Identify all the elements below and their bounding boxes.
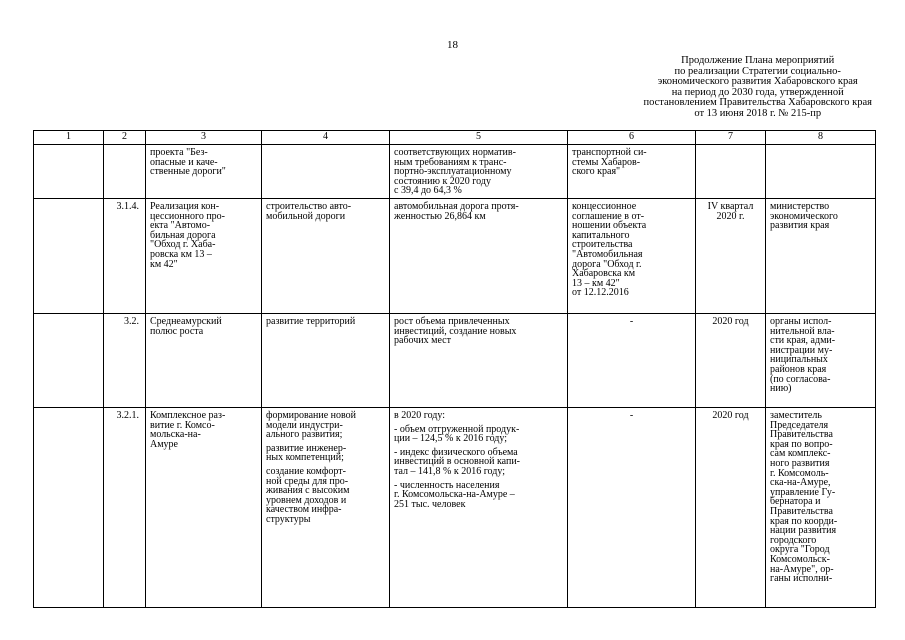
cell-line: строительства [572,239,633,251]
cell-measure-name [146,199,262,314]
cell-item-number: 3.2.1. [104,408,146,608]
measures-table [33,130,876,608]
cell-line: ным требованиям к транс- [394,156,507,168]
cell-line: нительной вла- [770,325,835,337]
cell-line: (по согласова- [770,373,831,385]
cell-line: тал – 141,8 % к 2016 году; [394,465,505,477]
header-line: постановлением Правительства Хабаровского края [643,97,872,108]
cell-line: - индекс физического объема [394,446,518,458]
cell-line: создание комфорт- [266,465,346,477]
cell-document [568,408,696,608]
cell-expected-result [390,408,568,608]
deadline-line: 2020 г. [716,210,745,222]
cell-line: соответствующих норматив- [394,147,516,158]
cell-line: рабочих мест [394,335,451,347]
cell-line: Реализация кон- [150,201,220,212]
header-line: от 13 июня 2018 г. № 215-пр [694,107,822,119]
cell-line: в 2020 году: [394,410,446,421]
column-number: 8 [766,131,876,145]
deadline-line: 2020 год [712,410,749,421]
cell-line: Комплексное раз- [150,410,226,421]
cell-line: развитие территорий [266,316,356,327]
cell-line: ганы исполни- [770,573,833,585]
cell-line: модели индустри- [266,419,343,431]
column-number: 4 [262,131,390,145]
cell-paragraph [266,467,385,525]
cell-responsible [766,145,876,199]
cell-line: полюс роста [150,325,204,337]
cell-paragraph [394,481,563,510]
cell-document [568,314,696,408]
cell-line: состоянию к 2020 году [394,175,491,187]
cell-line: - численность населения [394,479,500,491]
table-row [34,408,876,608]
cell-line: сам комплекс- [770,448,831,460]
cell-line: развития края [770,220,830,232]
cell-line: бильная дорога [150,229,216,241]
cell-line: женностью 26,864 км [394,210,486,222]
cell-line: городского [770,534,817,546]
page-number: 18 [447,39,458,51]
cell-measure-name [146,408,262,608]
cell-line: витие г. Комсо- [150,419,215,431]
cell-deadline [696,314,766,408]
cell-line: нистрации му- [770,344,833,356]
cell-line: районов края [770,363,827,375]
cell-line: - [629,410,634,421]
cell-document [568,145,696,199]
cell-deadline [696,145,766,199]
cell-direction [262,199,390,314]
cell-line: Среднеамурский [150,316,222,327]
cell-line: 251 тыс. человек [394,498,466,510]
cell-line: транспортной си- [572,147,647,158]
cell-deadline [696,408,766,608]
cell-line: округа "Город [770,544,830,556]
cell-paragraph [394,317,563,346]
cell-item-number: 3.1.4. [104,199,146,314]
cell-line: ского края" [572,166,621,178]
cell-line: инвестиций, создание новых [394,325,517,337]
cell-line: проекта "Без- [150,147,208,158]
cell-paragraph [394,411,563,421]
cell-line: бернатора и [770,496,821,508]
cell-paragraph [394,202,563,221]
header-line: экономического развития Хабаровского края [657,76,858,87]
cell-col1 [34,199,104,314]
deadline-line: IV квартал [707,201,754,212]
cell-col1 [34,314,104,408]
cell-line: Амуре [150,438,178,450]
cell-line: нию) [770,383,792,395]
cell-paragraph [394,148,563,196]
cell-line: края по вопро- [770,438,833,450]
cell-line: рост объема привлеченных [394,316,510,327]
cell-line: ношении объекта [572,220,647,232]
cell-line: "Автомобильная [572,248,643,260]
cell-paragraph [394,425,563,444]
cell-line: управление Гу- [770,486,836,498]
cell-line: сти края, адми- [770,335,836,347]
cell-line: соглашение в от- [572,210,645,222]
cell-line: на-Амуре", ор- [770,563,834,575]
cell-direction [262,408,390,608]
column-number: 1 [34,131,104,145]
cell-line: органы испол- [770,316,832,327]
cell-expected-result [390,145,568,199]
cell-line: Правительства [770,505,833,517]
cell-line: ственные дороги" [150,166,226,178]
cell-line: ной среды для про- [266,475,349,487]
cell-line: автомобильная дорога протя- [394,201,519,212]
cell-line: км 42" [150,258,178,270]
column-number: 2 [104,131,146,145]
document-header [643,56,872,119]
cell-line: нации развития [770,525,837,537]
cell-responsible [766,199,876,314]
cell-line: ных компетенций; [266,452,344,464]
cell-line: цессионного про- [150,210,226,222]
cell-paragraph [394,448,563,477]
cell-line: строительство авто- [266,201,352,212]
cell-line: формирование новой [266,410,357,421]
cell-line: мольска-на- [150,429,201,441]
cell-paragraph [266,411,385,440]
cell-line: екта "Автомо- [150,220,211,232]
cell-col1 [34,408,104,608]
cell-paragraph [266,444,385,463]
cell-document [568,199,696,314]
cell-measure-name [146,145,262,199]
cell-col1 [34,145,104,199]
header-line: по реализации Стратегии социально- [674,65,841,77]
cell-expected-result [390,314,568,408]
cell-line: г. Комсомоль- [770,467,829,479]
cell-line: ции – 124,5 % к 2016 году; [394,433,508,445]
cell-line: - объем отгруженной продук- [394,423,520,435]
cell-line: 13 – км 42" [572,277,620,289]
cell-line: дорога "Обход г. [572,258,642,270]
column-number: 7 [696,131,766,145]
cell-responsible [766,314,876,408]
cell-line: капитального [572,229,630,241]
cell-line: развитие инженер- [266,442,347,454]
cell-direction [262,145,390,199]
cell-paragraph [266,317,385,327]
cell-deadline [696,199,766,314]
cell-direction [262,314,390,408]
cell-line: края по коорди- [770,515,838,527]
header-line: на период до 2030 года, утвержденной [671,86,844,98]
cell-line: Правительства [770,429,833,441]
cell-line: живания с высоким [266,485,350,497]
cell-measure-name [146,314,262,408]
cell-item-number: 3.2. [104,314,146,408]
table-row [34,199,876,314]
cell-line: концессионное [572,201,637,212]
cell-line: портно-эксплуатационному [394,166,512,178]
cell-line: ного развития [770,457,830,469]
cell-line: качеством инфра- [266,504,342,516]
cell-line: структуры [266,513,311,525]
deadline-line: 2020 год [712,316,749,327]
cell-line: уровнем доходов и [266,494,347,506]
column-number: 5 [390,131,568,145]
cell-line: - [629,316,634,327]
cell-line: Председателя [770,419,829,431]
cell-line: ального развития; [266,429,343,441]
cell-line: ниципальных [770,354,828,366]
cell-expected-result [390,199,568,314]
cell-line: инвестиций в основной капи- [394,456,521,468]
cell-line: от 12.12.2016 [572,287,629,299]
cell-line: ска-на-Амуре, [770,477,831,489]
cell-line: Хабаровска км [572,268,636,280]
column-number: 6 [568,131,696,145]
column-number: 3 [146,131,262,145]
cell-line: опасные и каче- [150,156,218,168]
cell-line: "Обход г. Хаба- [150,239,216,251]
cell-line: министерство [770,201,830,212]
cell-line: Комсомольск- [770,553,830,565]
table-row [34,314,876,408]
header-line: Продолжение Плана мероприятий [681,55,835,66]
cell-paragraph [266,202,385,221]
cell-line: с 39,4 до 64,3 % [394,185,462,197]
column-number-row [34,131,876,145]
cell-responsible [766,408,876,608]
cell-line: г. Комсомольска-на-Амуре – [394,489,515,501]
cell-line: заместитель [770,410,822,421]
cell-item-number [104,145,146,199]
table-row [34,145,876,199]
cell-line: стемы Хабаров- [572,156,641,168]
cell-line: мобильной дороги [266,210,346,222]
cell-line: экономического [770,210,838,222]
cell-line: ровска км 13 – [150,248,212,260]
